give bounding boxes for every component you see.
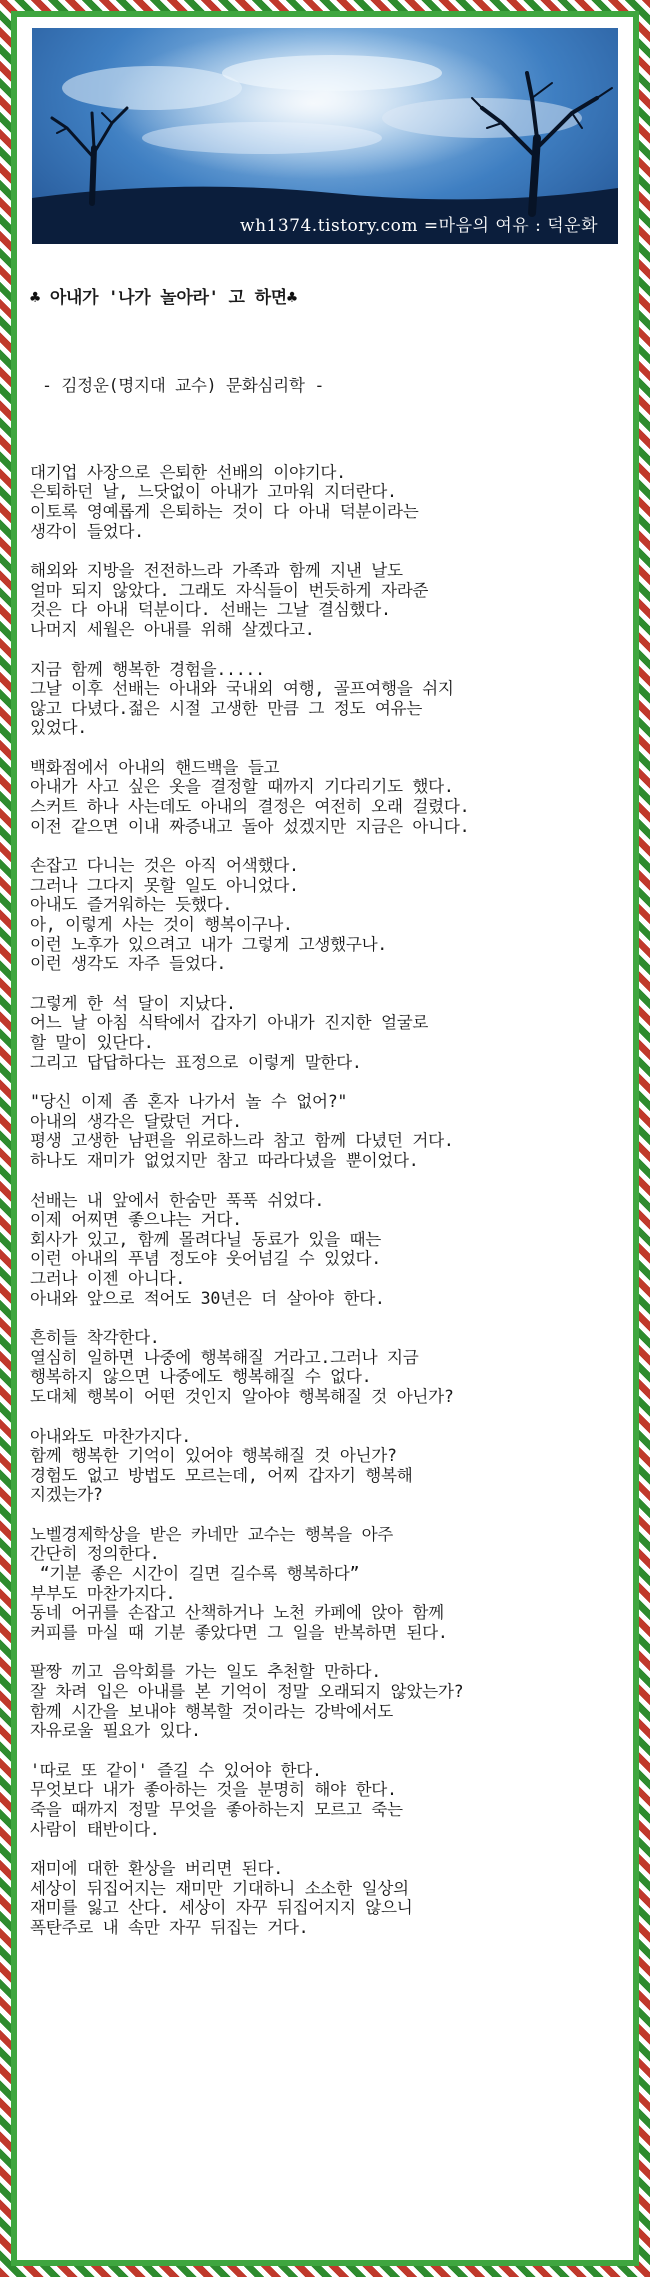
article-paragraph [30,994,622,1072]
paragraph-line: 아내와도 마찬가지다. [30,1426,191,1446]
paragraph-line: 선배는 내 앞에서 한숨만 푹푹 쉬었다. [30,1190,325,1210]
paragraph-line: 스커트 하나 사는데도 아내의 결정은 여전히 오래 걸렸다. [30,797,470,817]
paragraph-line: 재미에 대한 환상을 버리면 된다. [30,1859,283,1879]
paragraph-line: 이제 어찌면 좋으냐는 거다. [30,1210,242,1230]
paragraph-line: “기분 좋은 시간이 길면 길수록 행복하다” [30,1564,360,1584]
paragraph-line: 이전 같으면 이내 짜증내고 돌아 섰겠지만 지금은 아니다. [30,816,470,836]
banner-caption: wh1374.tistory.com =마음의 여유 : 덕운화 [240,216,598,236]
paragraph-line: 회사가 있고, 함께 몰려다닐 동료가 있을 때는 [30,1229,381,1249]
paragraph-line: 생각이 들었다. [30,521,144,541]
article-paragraph [30,1427,622,1505]
article-author: - 김정운(명지대 교수) 문화심리학 - [42,375,325,395]
paragraph-line: 열심히 일하면 나중에 행복해질 거라고.그러나 지금 [30,1347,419,1367]
article-paragraph [30,1328,622,1406]
paragraph-line: 이토록 영예롭게 은퇴하는 것이 다 아내 덕분이라는 [30,501,419,521]
paragraph-line: 동네 어귀를 손잡고 산책하거나 노천 카페에 앉아 함께 [30,1603,444,1623]
paragraph-line: "당신 이제 좀 혼자 나가서 놀 수 없어?" [30,1092,348,1112]
paragraph-line: 아내와 앞으로 적어도 30년은 더 살아야 한다. [30,1288,385,1308]
paragraph-line: 그날 이후 선배는 아내와 국내외 여행, 골프여행을 쉬지 [30,679,454,699]
paragraph-line: 팔짱 끼고 음악회를 가는 일도 추천할 만하다. [30,1662,381,1682]
article-paragraph [30,1092,622,1170]
paragraph-line: 흔히들 착각한다. [30,1328,160,1348]
paragraph-line: 도대체 행복이 어떤 것인지 알아야 행복해질 것 아닌가? [30,1386,454,1406]
paragraph-line: 죽을 때까지 정말 무엇을 좋아하는지 모르고 죽는 [30,1800,403,1819]
paragraph-line: 경험도 없고 방법도 모르는데, 어찌 갑자기 행복해 [30,1465,413,1485]
paragraph-line: 것은 다 아내 덕분이다. 선배는 그날 결심했다. [30,600,391,620]
header-banner-image [32,28,618,244]
paragraph-line: 그렇게 한 석 달이 지났다. [30,993,236,1013]
paragraph-line: 잘 차려 입은 아내를 본 기억이 정말 오래되지 않았는가? [30,1682,464,1702]
paragraph-line: 지금 함께 행복한 경험을..... [30,659,265,679]
paragraph-line: 부부도 마찬가지다. [30,1583,176,1603]
paragraph-line: 어느 날 아침 식탁에서 갑자기 아내가 진지한 얼굴로 [30,1013,429,1033]
paragraph-line: 무엇보다 내가 좋아하는 것을 분명히 해야 한다. [30,1780,397,1800]
paragraph-line: 할 말이 있단다. [30,1033,154,1052]
paragraph-line: 나머지 세월은 아내를 위해 살겠다고. [30,619,315,639]
article-title [30,289,622,309]
paragraph-line: 은퇴하던 날, 느닷없이 아내가 고마워 지더란다. [30,482,397,502]
paragraph-line: 얼마 되지 않았다. 그래도 자식들이 번듯하게 자라준 [30,580,429,600]
club-icon: ♣ [30,288,40,309]
paragraph-line: 않고 다녔다.젊은 시절 고생한 만큼 그 정도 여유는 [30,698,423,718]
article-title-text: 아내가 '나가 놀아라' 고 하면 [39,288,287,309]
paragraph-line: 지겠는가? [30,1485,103,1505]
article-paragraph [30,1662,622,1740]
paragraph-line: 이런 노후가 있으려고 내가 그렇게 고생했구나. [30,934,388,954]
paragraph-line: 아내도 즐거워하는 듯했다. [30,895,233,915]
paragraph-line: 그러나 이젠 아니다. [30,1268,185,1288]
paragraph-line: 사람이 태반이다. [30,1819,160,1839]
article [30,250,622,1977]
paragraph-line: 간단히 정의한다. [30,1544,160,1564]
paragraph-line: 아내의 생각은 달랐던 거다. [30,1111,242,1131]
paragraph-line: 아, 이렇게 사는 것이 행복이구나. [30,915,293,935]
paragraph-line: 세상이 뒤집어지는 재미만 기대하니 소소한 일상의 [30,1878,409,1898]
paragraph-line: 함께 시간을 보내야 행복할 것이라는 강박에서도 [30,1701,394,1721]
paragraph-line: 하나도 재미가 없었지만 참고 따라다녔을 뿐이었다. [30,1150,419,1170]
article-body [30,463,622,1938]
paragraph-line: 재미를 잃고 산다. 세상이 자꾸 뒤집어지지 않으니 [30,1898,413,1918]
paragraph-line: 행복하지 않으면 나중에도 행복해질 수 없다. [30,1367,372,1387]
paragraph-line: 손잡고 다니는 것은 아직 어색했다. [30,856,299,876]
paragraph-line: 노벨경제학상을 받은 카네만 교수는 행복을 아주 [30,1524,394,1544]
article-paragraph [30,1525,622,1643]
paragraph-line: 이런 생각도 자주 들었다. [30,954,227,974]
paragraph-line: 대기업 사장으로 은퇴한 선배의 이야기다. [30,462,346,482]
club-icon: ♣ [286,288,297,309]
paragraph-line: 해외와 지방을 전전하느라 가족과 함께 지낸 날도 [30,561,403,581]
paragraph-line: 평생 고생한 남편을 위로하느라 참고 함께 다녔던 거다. [30,1131,454,1151]
paragraph-line: 그러나 그다지 못할 일도 아니었다. [30,875,299,895]
paragraph-line: 그리고 답답하다는 표정으로 이렇게 말한다. [30,1052,362,1072]
paragraph-line: 있었다. [30,718,87,738]
article-paragraph [30,1761,622,1839]
paragraph-line: 함께 행복한 기억이 있어야 행복해질 것 아닌가? [30,1446,397,1466]
paragraph-line: 아내가 사고 싶은 옷을 결정할 때까지 기다리기도 했다. [30,777,454,797]
paragraph-line: 폭탄주로 내 속만 자꾸 뒤집는 거다. [30,1917,309,1937]
paragraph-line: 백화점에서 아내의 핸드백을 들고 [30,757,280,777]
article-paragraph [30,1859,622,1937]
article-paragraph [30,1191,622,1309]
paragraph-line: 자유로울 필요가 있다. [30,1721,201,1741]
article-paragraph [30,561,622,639]
paragraph-line: 이런 아내의 푸념 정도야 웃어넘길 수 있었다. [30,1249,381,1269]
article-paragraph [30,463,622,541]
paragraph-line: '따로 또 같이' 즐길 수 있어야 한다. [30,1760,322,1780]
article-paragraph [30,856,622,974]
article-paragraph [30,660,622,738]
paragraph-line: 커피를 마실 때 기분 좋았다면 그 일을 반복하면 된다. [30,1622,448,1642]
article-paragraph [30,758,622,836]
